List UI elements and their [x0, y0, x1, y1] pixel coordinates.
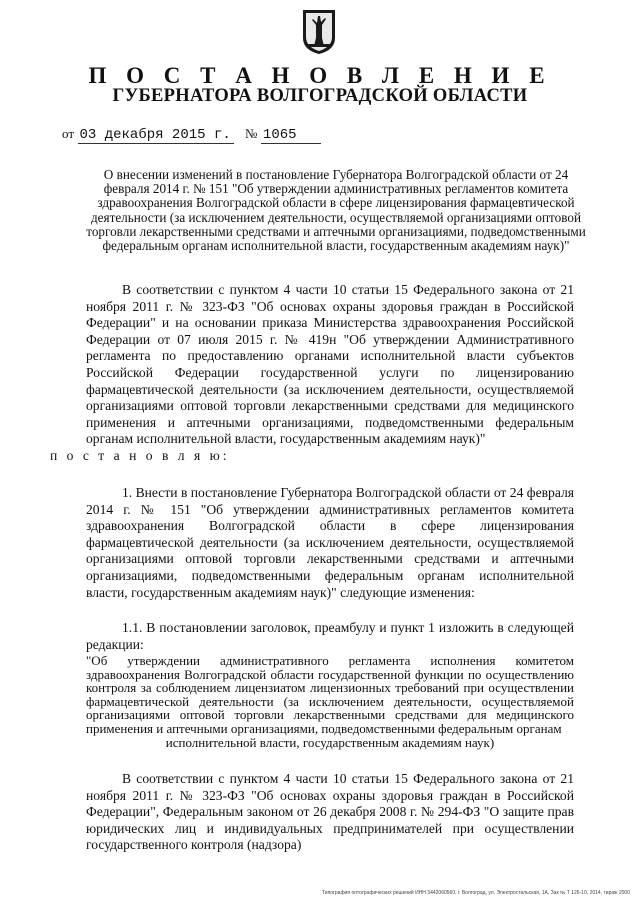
quoted-new-title — [86, 654, 574, 749]
new-preamble-paragraph: В соответствии с пунктом 4 части 10 статьи 15 Федерального закона от 21 ноября 2011 г. № 323-ФЗ "Об основах охраны здоровья граждан в Российской Федерации", Федеральным законом от 26 декабря 2008 г. № 294-ФЗ "О защите прав юридических лиц и индивидуальных предпринимателей при осуществлении государственного контроля (надзора) — [86, 771, 574, 853]
print-footer: Типография оптографических решений ИНН 3442060560, г. Волгоград, ул. Электростальская, 1А, Зак № Т 126-10, 2014, тираж 2000 — [321, 890, 630, 896]
document-date-number-line — [62, 126, 321, 146]
preamble-paragraph — [50, 282, 574, 465]
quoted-title-last-line: исполнительной власти, государственным академиям наук) — [165, 734, 495, 750]
postanovlyayu-word: п о с т а н о в л я ю: — [50, 447, 230, 463]
item-1-1-paragraph: 1.1. В постановлении заголовок, преамбулу и пункт 1 изложить в следующей редакции: — [86, 620, 574, 652]
number-label: № — [245, 126, 258, 141]
volgograd-coat-of-arms-icon — [301, 8, 337, 56]
document-title: П О С Т А Н О В Л Е Н И Е — [88, 63, 552, 88]
document-subtitle: ГУБЕРНАТОРА ВОЛГОГРАДСКОЙ ОБЛАСТИ — [112, 86, 528, 106]
document-date: 03 декабря 2015 г. — [78, 128, 234, 144]
document-subject: О внесении изменений в постановление Губернатора Волгоградской области от 24 февраля 2014 г. № 151 "Об утверждении административных регламентов комитета здравоохранения Волгоградской области в сфере лицензирования фармацевтической деятельности (за исключением деятельности, осуществляемой организациями оптовой торговли лекарственными средствами и аптечными организациями, подведомственными федеральным органам исполнительной власти, государственным академиям наук)" — [86, 167, 586, 254]
item-1-paragraph: 1. Внести в постановление Губернатора Волгоградской области от 24 февраля 2014 г. № 151 "Об утверждении административных регламентов комитета здравоохранения Волгоградской области в сфере лицензирования фармацевтической деятельности (за исключением деятельности, осуществляемой организациями оптовой торговли лекарственными средствами и аптечными организациями, подведомственными федеральным органам исполнительной власти, государственным академиям наук)" следующие изменения: — [86, 485, 575, 600]
date-label: от — [62, 126, 75, 141]
quoted-title-text: "Об утверждении административного регламента исполнения комитетом здравоохранения Волгоградской области государственной функции по осуществлению контроля за соблюдением лицензиатом лицензионных требований при осуществлении фармацевтической деятельности (за исключением деятельности, осуществляемой организациями оптовой торговли лекарственными средствами для медицинского применения и аптечными организациями, подведомственными федеральным органам — [86, 653, 574, 736]
document-number: 1065 — [261, 128, 321, 144]
preamble-text: В соответствии с пунктом 4 части 10 статьи 15 Федерального закона от 21 ноября 2011 г. № 323-ФЗ "Об основах охраны здоровья граждан в Российской Федерации" и на основании приказа Министерства здравоохранения Российской Федерации от 07 июля 2015 г. № 419н "Об утверждении Административного регламента по предоставлению органами исполнительной власти субъектов Российской Федерации государственной услуги по лицензированию фармацевтической деятельности (за исключением деятельности, осуществляемой организациями оптовой торговли лекарственными средствами для медицинского применения и аптечными организациями, подведомственными федеральным органам исполнительной власти, государственным академиям наук)" — [86, 282, 574, 447]
